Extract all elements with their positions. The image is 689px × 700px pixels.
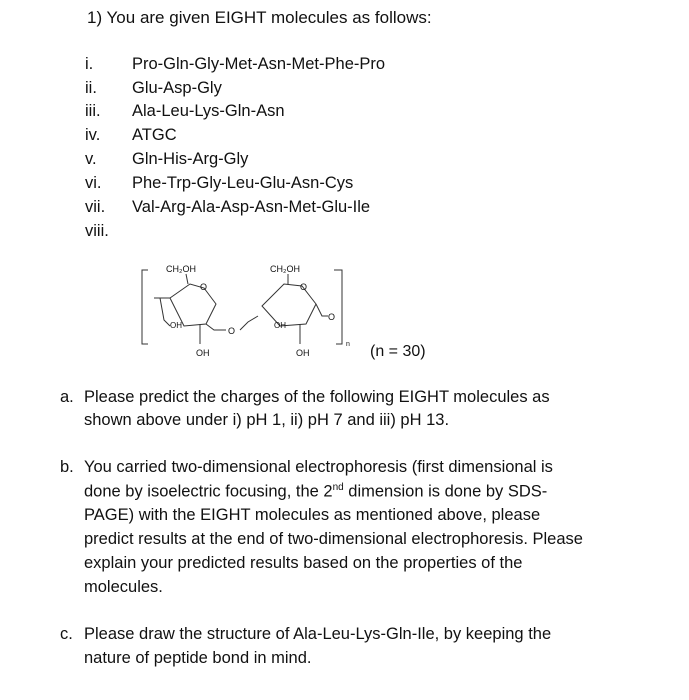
glycosidic-oxygen: O <box>228 326 236 336</box>
part-b-line: You carried two-dimensional electrophoresis (first dimensional is <box>84 458 553 476</box>
polysaccharide-structure <box>130 258 450 368</box>
part-c-line: nature of peptide bond in mind. <box>84 649 312 667</box>
molecule-text: Phe-Trp-Gly-Leu-Glu-Asn-Cys <box>132 174 354 192</box>
part-b-line: explain your predicted results based on the properties of the <box>84 554 523 572</box>
oh-label-ring-1: OH <box>170 321 182 330</box>
left-bracket <box>142 270 148 344</box>
molecule-number: v. <box>85 150 97 168</box>
end-oxygen: O <box>328 312 336 322</box>
molecule-number: iii. <box>85 102 101 120</box>
repeat-count-label: (n = 30) <box>370 343 426 360</box>
question-title: 1) You are given EIGHT molecules as follows: <box>87 8 432 27</box>
ch2oh-label-1: CH₂OH <box>166 264 196 274</box>
part-b-line2-pre: done by isoelectric focusing, the 2 <box>84 482 333 501</box>
part-c-line: Please draw the structure of Ala-Leu-Lys-Gln-Ile, by keeping the <box>84 625 552 643</box>
part-b-line2-post: dimension is done by SDS- <box>343 482 548 501</box>
part-b-line <box>84 482 547 502</box>
part-a-line: shown above under i) pH 1, ii) pH 7 and iii) pH 13. <box>84 411 450 429</box>
part-b-line: predict results at the end of two-dimensional electrophoresis. Please <box>84 530 583 548</box>
molecule-number: viii. <box>85 222 109 240</box>
molecule-number: ii. <box>85 79 97 97</box>
part-a-letter: a. <box>60 388 74 406</box>
ch2oh-label-2: CH₂OH <box>270 264 300 274</box>
molecule-number: iv. <box>85 126 101 144</box>
repeat-subscript: n <box>346 341 350 348</box>
molecule-text: Glu-Asp-Gly <box>132 79 222 97</box>
oh-label-ring-2: OH <box>274 321 286 330</box>
molecule-text: ATGC <box>132 126 177 144</box>
molecule-number: i. <box>85 55 94 73</box>
sugar-ring-1 <box>170 284 216 326</box>
part-c-letter: c. <box>60 625 73 643</box>
molecule-text: Ala-Leu-Lys-Gln-Asn <box>132 102 285 120</box>
superscript-nd: nd <box>332 482 344 493</box>
oh-label-below-2: OH <box>296 348 310 358</box>
ring-oxygen-2: O <box>300 282 308 292</box>
sugar-ring-2 <box>262 284 316 326</box>
part-b-line: PAGE) with the EIGHT molecules as mentioned above, please <box>84 506 541 524</box>
right-bracket <box>334 270 342 344</box>
ring-oxygen-1: O <box>200 282 208 292</box>
molecule-text: Pro-Gln-Gly-Met-Asn-Met-Phe-Pro <box>132 55 386 73</box>
oh-label-below-1: OH <box>196 348 210 358</box>
molecule-text: Val-Arg-Ala-Asp-Asn-Met-Glu-Ile <box>132 198 371 216</box>
molecule-number: vi. <box>85 174 102 192</box>
molecule-number: vii. <box>85 198 106 216</box>
part-b-line: molecules. <box>84 578 163 596</box>
part-a-line: Please predict the charges of the following EIGHT molecules as <box>84 388 550 406</box>
molecule-text: Gln-His-Arg-Gly <box>132 150 249 168</box>
part-b-letter: b. <box>60 458 74 476</box>
